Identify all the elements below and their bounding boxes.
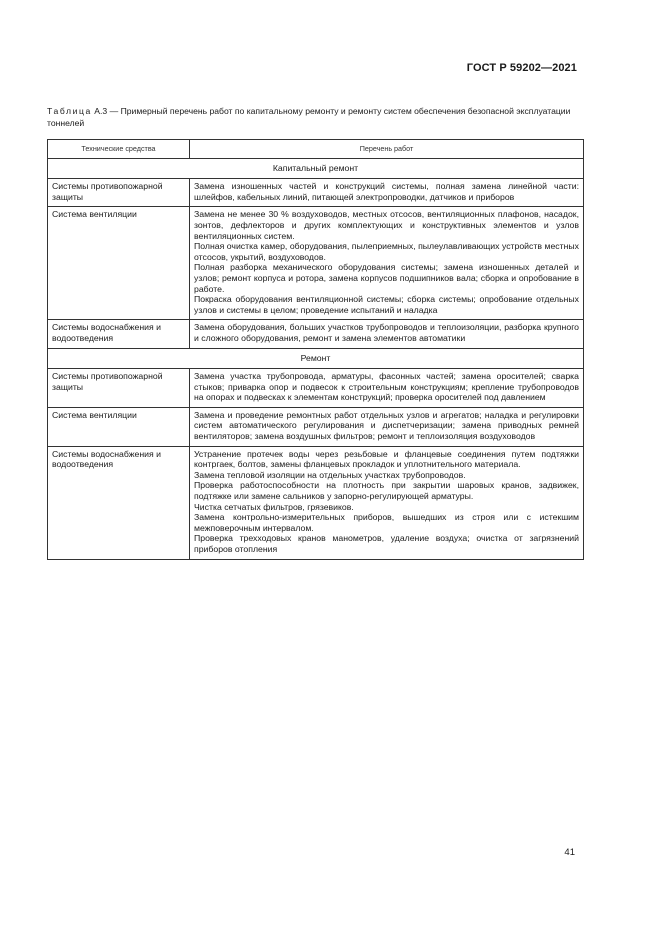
tech-cell: Системы противопожарной защиты <box>48 179 190 207</box>
work-item: Устранение протечек воды через резьбовые и фланцевые соединения путем подтяжки контргаек, болтов, замены фланцевых прокладок и уплотнительного материала. <box>194 448 579 470</box>
tech-cell: Системы противопожарной защиты <box>48 369 190 408</box>
table-row <box>48 320 584 348</box>
work-item: Покраска оборудования вентиляционной системы; сборка системы; опробование отдельных узлов и системы в целом; проведение испытаний и наладка <box>194 294 579 315</box>
works-cell <box>190 446 584 559</box>
work-item: Полная разборка механического оборудования системы; замена изношенных деталей и узлов; ремонт корпуса и ротора, замена корпусов подшипников вала; сборка и опробование в работе. <box>194 262 579 294</box>
works-cell <box>190 207 584 320</box>
tech-cell: Система вентиляции <box>48 407 190 446</box>
page-number: 41 <box>564 847 575 858</box>
section-row <box>48 348 584 369</box>
works-cell <box>190 320 584 348</box>
work-item: Замена не менее 30 % воздуховодов, местных отсосов, вентиляционных плафонов, насадок, зонтов, дефлекторов и других комплектующих и конструктивных элементов и узлов вентиляционных систем. <box>194 209 579 241</box>
section-row <box>48 158 584 179</box>
work-item: Замена изношенных частей и конструкций системы, полная замена линейной части: шлейфов, кабельных линий, питающей электропроводки, датчиков и приборов <box>194 181 579 202</box>
table-caption <box>47 105 582 129</box>
work-item: Чистка сетчатых фильтров, грязевиков. <box>194 501 354 512</box>
work-item: Замена оборудования, больших участков трубопроводов и теплоизоляции, разборка крупного и сложного оборудования, ремонт и замена элементов автоматики <box>194 322 579 343</box>
table-row <box>48 446 584 559</box>
work-item: Замена и проведение ремонтных работ отдельных узлов и агрегатов; наладка и регулировки систем автоматического регулирования и диспетчеризации; замена приводных ремней вентиляторов; замена воздушных фильтров; ремонт и теплоизоляция воздуховодов <box>194 409 579 442</box>
work-item: Проверка трехходовых кранов манометров, удаление воздуха; очистка от загрязнений приборов отопления <box>194 533 579 554</box>
work-item: Проверка работоспособности на плотность при закрытии шаровых кранов, задвижек, подтяжке или замене сальников у запорно-регулирующей арматуры. <box>194 480 579 502</box>
table-caption-text: А.3 — Примерный перечень работ по капитальному ремонту и ремонту систем обеспечения безопасной эксплуатации тоннелей <box>47 106 571 128</box>
table-caption-label: Таблица <box>47 106 92 116</box>
section-title-repair: Ремонт <box>48 348 584 369</box>
works-table <box>47 139 584 560</box>
table-row <box>48 407 584 446</box>
tech-cell: Системы водоснабжения и водоотведения <box>48 446 190 559</box>
header-tech: Технические средства <box>48 140 190 159</box>
table-row <box>48 179 584 207</box>
table-header-row <box>48 140 584 159</box>
work-item: Замена контрольно-измерительных приборов, вышедших из строя или с истекшим межповерочным интервалом. <box>194 512 579 533</box>
works-cell <box>190 369 584 408</box>
work-item: Замена участка трубопровода, арматуры, фасонных частей; замена оросителей; сварка стыков; приварка опор и подвесок к строительным конструкциям; крепление трубопроводов на опорах и подвесках к элементам конструкций; проверка оросителей под давлением <box>194 371 579 403</box>
document-code: ГОСТ Р 59202—2021 <box>466 62 577 74</box>
work-item: Замена тепловой изоляции на отдельных участках трубопроводов. <box>194 469 466 480</box>
works-cell <box>190 179 584 207</box>
works-cell <box>190 407 584 446</box>
work-item: Полная очистка камер, оборудования, пылеприемных, пылеулавливающих устройств местных отсосов, укрытий, воздуховодов. <box>194 241 579 262</box>
table-row <box>48 369 584 408</box>
section-title-capital: Капитальный ремонт <box>48 158 584 179</box>
tech-cell: Системы водоснабжения и водоотведения <box>48 320 190 348</box>
table-row <box>48 207 584 320</box>
header-works: Перечень работ <box>190 140 584 159</box>
tech-cell: Система вентиляции <box>48 207 190 320</box>
